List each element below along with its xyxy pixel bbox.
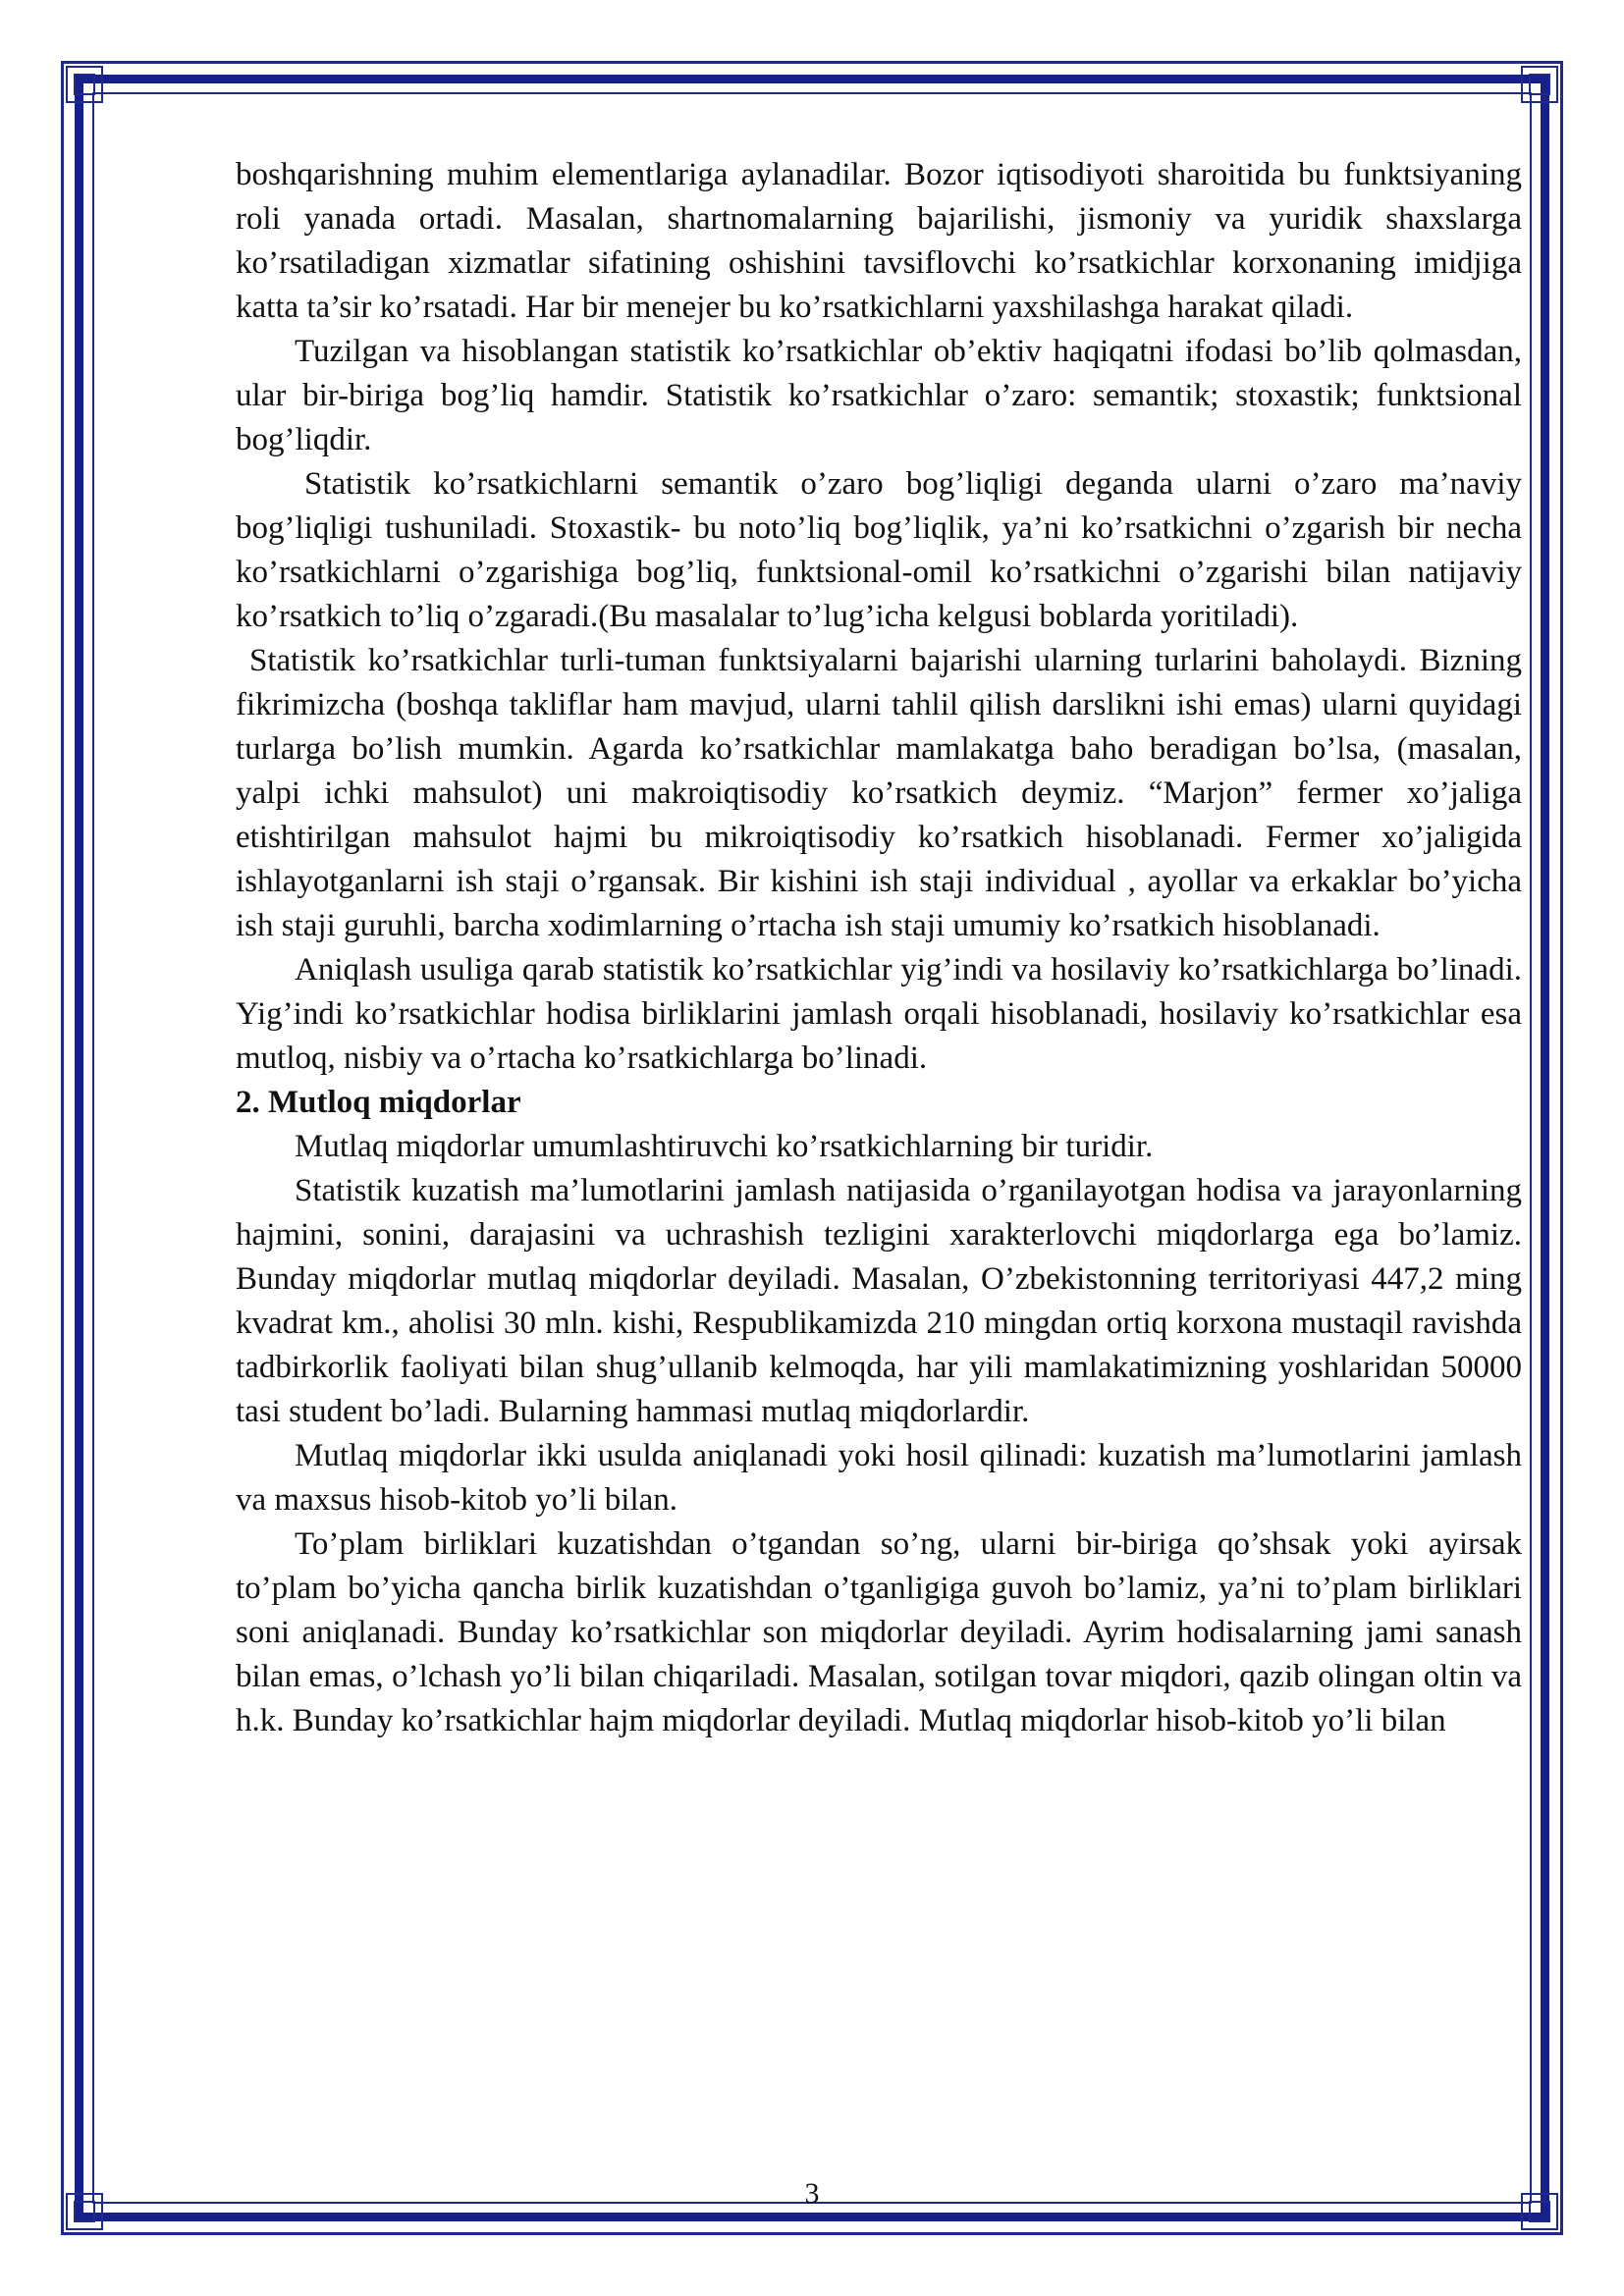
document-body <box>236 153 1522 1743</box>
paragraph: Statistik kuzatish ma’lumotlarini jamlash natijasida o’rganilayotgan hodisa va jarayonlarning hajmini, sonini, darajasini va uchrashish tezligini xarakterlovchi miqdorlarga ega bo’lamiz. Bunday miqdorlar mutlaq miqdorlar deyiladi. Masalan, O’zbekistonning territoriyasi 447,2 ming kvadrat km., aholisi 30 mln. kishi, Respublikamizda 210 mingdan ortiq korxona mustaqil ravishda tadbirkorlik faoliyati bilan shug’ullanib kelmoqda, har yili mamlakatimizning yoshlaridan 50000 tasi student bo’ladi. Bularning hammasi mutlaq miqdorlardir. <box>236 1173 1522 1429</box>
section-heading: 2. Mutloq miqdorlar <box>236 1085 521 1120</box>
paragraph: Mutlaq miqdorlar umumlashtiruvchi ko’rsatkichlarning bir turidir. <box>295 1129 1154 1164</box>
corner-ornament-top-left <box>65 65 104 104</box>
paragraph: Statistik ko’rsatkichlarni semantik o’zaro bog’liqligi deganda ularni o’zaro ma’naviy bog’liqligi tushuniladi. Stoxastik- bu noto’liq bog’liqlik, ya’ni ko’rsatkichni o’zgarish bir necha ko’rsatkichlarni o’zgarishiga bog’liq, funktsional-omil ko’rsatkichni o’zgarishi bilan natijaviy ko’rsatkich to’liq o’zgaradi.(Bu masalalar to’lug’icha kelgusi boblarda yoritiladi). <box>236 466 1522 634</box>
page-number: 3 <box>804 2177 820 2210</box>
paragraph: Tuzilgan va hisoblangan statistik ko’rsatkichlar ob’ektiv haqiqatni ifodasi bo’lib qolmasdan, ular bir-biriga bog’liq hamdir. Statistik ko’rsatkichlar o’zaro: semantik; stoxastik; funktsional bog’liqdir. <box>236 334 1522 457</box>
paragraph: boshqarishning muhim elementlariga aylanadilar. Bozor iqtisodiyoti sharoitida bu funktsiyaning roli yanada ortadi. Masalan, shartnomalarning bajarilishi, jismoniy va yuridik shaxslarga ko’rsatiladigan xizmatlar sifatining oshishini tavsiflovchi ko’rsatkichlar korxonaning imidjiga katta ta’sir ko’rsatadi. Har bir menejer bu ko’rsatkichlarni yaxshilashga harakat qiladi. <box>236 157 1522 325</box>
paragraph: Mutlaq miqdorlar ikki usulda aniqlanadi yoki hosil qilinadi: kuzatish ma’lumotlarini jamlash va maxsus hisob-kitob yo’li bilan. <box>236 1438 1522 1518</box>
corner-ornament-top-right <box>1520 65 1559 104</box>
paragraph: To’plam birliklari kuzatishdan o’tgandan so’ng, ularni bir-biriga qo’shsak yoki ayirsak to’plam bo’yicha qancha birlik kuzatishdan o’tganligiga guvoh bo’lamiz, ya’ni to’plam birliklari soni aniqlanadi. Bunday ko’rsatkichlar son miqdorlar deyiladi. Ayrim hodisalarning jami sanash bilan emas, o’lchash yo’li bilan chiqariladi. Masalan, sotilgan tovar miqdori, qazib olingan oltin va h.k. Bunday ko’rsatkichlar hajm miqdorlar deyiladi. Mutlaq miqdorlar hisob-kitob yo’li bilan <box>236 1526 1522 1738</box>
paragraph: Statistik ko’rsatkichlar turli-tuman funktsiyalarni bajarishi ularning turlarini baholaydi. Bizning fikrimizcha (boshqa takliflar ham mavjud, ularni tahlil qilish darslikni ishi emas) ularni quyidagi turlarga bo’lish mumkin. Agarda ko’rsatkichlar mamlakatga baho beradigan bo’lsa, (masalan, yalpi ichki mahsulot) uni makroiqtisodiy ko’rsatkich deymiz. “Marjon” fermer xo’jaliga etishtirilgan mahsulot hajmi bu mikroiqtisodiy ko’rsatkich hisoblanadi. Fermer xo’jaligida ishlayotganlarni ish staji o’rgansak. Bir kishini ish staji individual , ayollar va erkaklar bo’yicha ish staji guruhli, barcha xodimlarning o’rtacha ish staji umumiy ko’rsatkich hisoblanadi. <box>236 643 1522 943</box>
paragraph: Aniqlash usuliga qarab statistik ko’rsatkichlar yig’indi va hosilaviy ko’rsatkichlarga bo’linadi. Yig’indi ko’rsatkichlar hodisa birliklarini jamlash orqali hisoblanadi, hosilaviy ko’rsatkichlar esa mutloq, nisbiy va o’rtacha ko’rsatkichlarga bo’linadi. <box>236 952 1522 1076</box>
